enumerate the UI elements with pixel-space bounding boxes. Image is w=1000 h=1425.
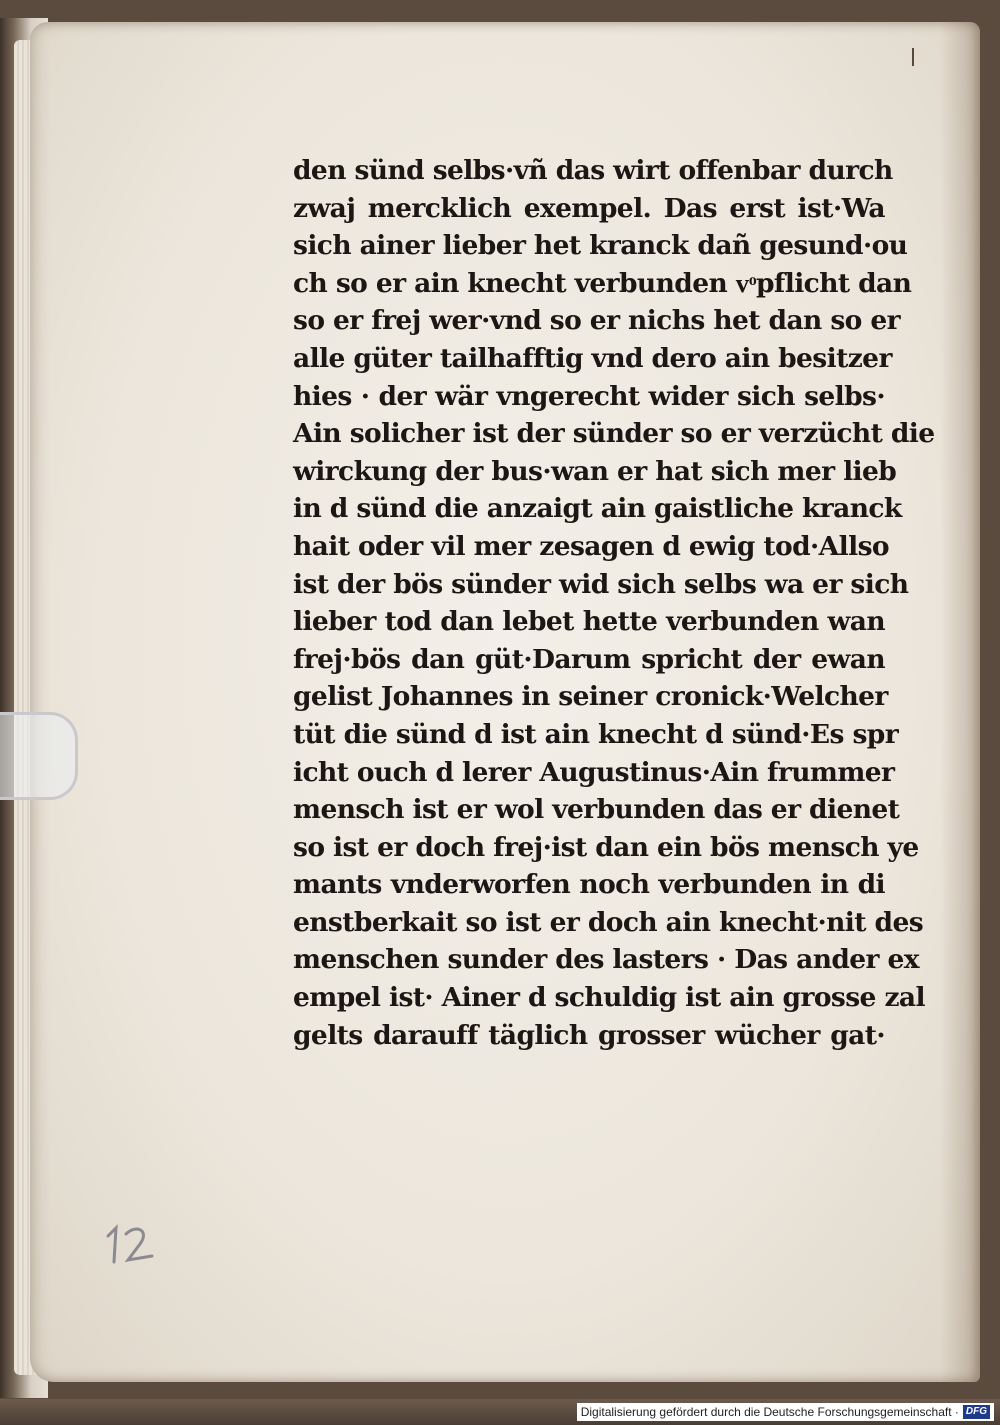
pencil-folio-number <box>100 1222 160 1268</box>
text-line: hies · der wär vngerecht wider sich selbs· <box>293 380 885 412</box>
gutter-shadow <box>940 22 980 1382</box>
dfg-credit <box>577 1403 994 1421</box>
text-line: sich ainer lieber het kranck dañ gesund·ou <box>293 230 908 262</box>
text-line: gelist Johannes in seiner cronick·Welcher <box>293 681 888 713</box>
page-clip <box>0 712 78 800</box>
text-line: enstberkait so ist er doch ain knecht·nit des <box>293 906 924 938</box>
text-line: hait oder vil mer zesagen d ewig tod·Allso <box>293 530 889 562</box>
dfg-logo: DFG <box>963 1405 990 1419</box>
dfg-credit-text: Digitalisierung gefördert durch die Deutsche Forschungsgemeinschaft · <box>580 1405 959 1419</box>
text-line: ch so er ain knecht verbunden vͦpflicht dan <box>293 267 912 299</box>
text-line: frej·bös dan güt·Darum spricht der ewan <box>293 643 885 675</box>
text-line: so ist er doch frej·ist dan ein bös mensch ye <box>293 831 919 863</box>
text-line: tüt die sünd d ist ain knecht d sünd·Es spr <box>293 718 899 750</box>
text-line: so er frej wer·vnd so er nichs het dan so er <box>293 305 900 337</box>
text-line: alle güter tailhafftig vnd dero ain besitzer <box>293 342 892 374</box>
text-line: mensch ist er wol verbunden das er dienet <box>293 794 900 826</box>
page-mark <box>912 48 914 66</box>
text-line: zwaj mercklich exempel. Das erst ist·Wa <box>293 192 885 224</box>
text-line: gelts darauff täglich grosser wücher gat· <box>293 1019 885 1051</box>
text-line: lieber tod dan lebet hette verbunden wan <box>293 606 885 638</box>
text-line: Ain solicher ist der sünder so er verzücht die <box>293 418 935 450</box>
text-line: den sünd selbs·vñ das wirt offenbar durch <box>293 155 893 186</box>
text-line: in d sünd die anzaigt ain gaistliche kranck <box>293 493 902 525</box>
text-line: mants vnderworfen noch verbunden in di <box>293 869 885 901</box>
text-line: menschen sunder des lasters · Das ander ex <box>293 944 919 976</box>
text-line: empel ist· Ainer d schuldig ist ain grosse zal <box>293 982 925 1014</box>
text-line: icht ouch d lerer Augustinus·Ain frummer <box>293 756 895 788</box>
incunabula-text-block <box>293 152 935 1054</box>
text-line: wirckung der bus·wan er hat sich mer lieb <box>293 455 897 487</box>
text-line: ist der bös sünder wid sich selbs wa er sich <box>293 568 909 600</box>
